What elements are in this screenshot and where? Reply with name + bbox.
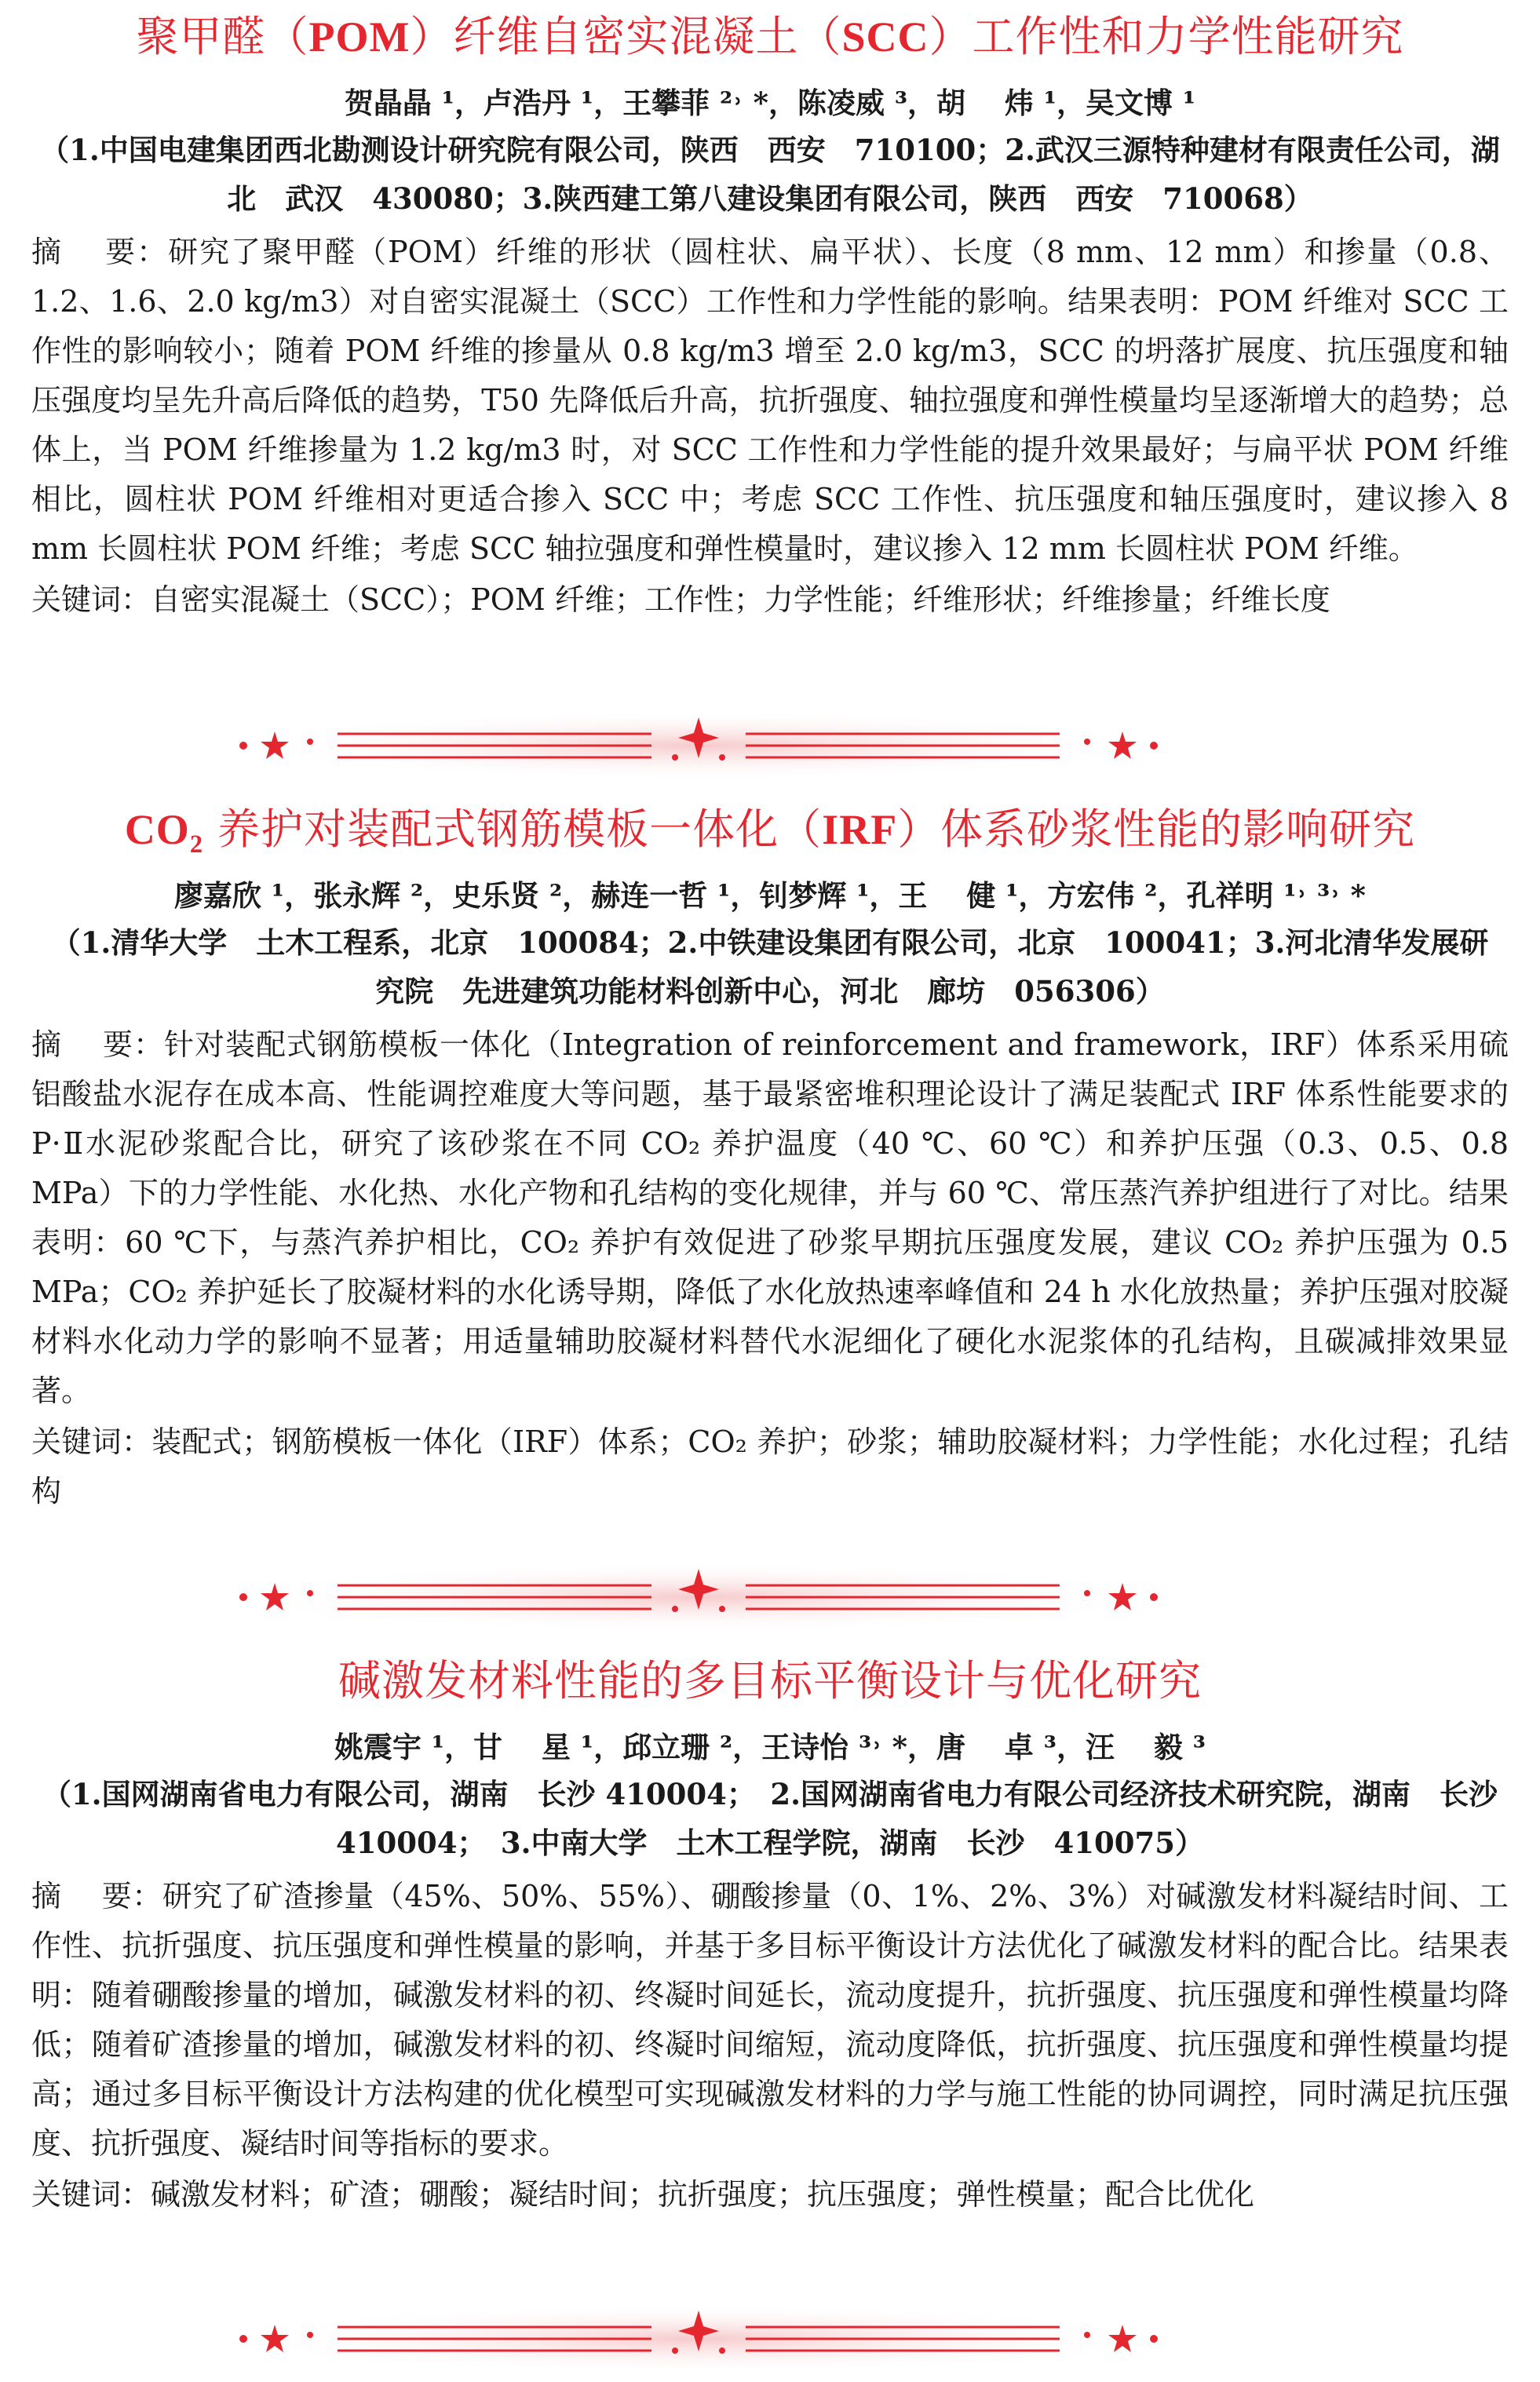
abstract-text: 研究了聚甲醛（POM）纤维的形状（圆柱状、扁平状）、长度（8 mm、12 mm）和掺量（0.8、1.2、1.6、2.0 kg/m3）对自密实混凝土（SCC）工作性和力学性能的影响。结果表明：POM 纤维对 SCC 工作性的影响较小；随着 POM 纤维的掺量从 0.8 kg/m3 增至 2.0 kg/m3，SCC 的坍落扩展度、抗压强度和轴压强度均呈先升高后降低的趋势，T50 先降低后升高，抗折强度、轴拉强度和弹性模量均呈逐渐增大的趋势；总体上，当 POM 纤维掺量为 1.2 kg/m3 时，对 SCC 工作性和力学性能的提升效果最好；与扁平状 POM 纤维相比，圆柱状 POM 纤维相对更适合掺入 SCC 中；考虑 SCC 工作性、抗压强度和轴压强度时，建议掺入 8 mm 长圆柱状 POM 纤维；考虑 SCC 轴拉强度和弹性模量时，建议掺入 12 mm 长圆柱状 POM 纤维。	[31, 235, 1509, 566]
abstract	[31, 228, 1509, 574]
keywords-label: 关键词：	[31, 582, 151, 617]
keywords-label: 关键词：	[31, 1424, 152, 1459]
affiliation: （1.清华大学 土木工程系，北京 100084；2.中铁建设集团有限公司，北京 100041；3.河北清华发展研究院 先进建筑功能材料创新中心，河北 廊坊 056306）	[51, 925, 1489, 1009]
abstract-label: 摘 要：	[31, 1879, 162, 1913]
article-title: CO₂ 养护对装配式钢筋模板一体化（IRF）体系砂浆性能的影响研究	[124, 804, 1416, 854]
keywords-label: 关键词：	[31, 2177, 151, 2212]
keywords	[31, 2170, 1509, 2220]
article-title: 碱激发材料性能的多目标平衡设计与优化研究	[338, 1656, 1202, 1705]
abstract-text: 研究了矿渣掺量（45%、50%、55%）、硼酸掺量（0、1%、2%、3%）对碱激发材料凝结时间、工作性、抗折强度、抗压强度和弹性模量的影响，并基于多目标平衡设计方法优化了碱激发材料的配合比。结果表明：随着硼酸掺量的增加，碱激发材料的初、终凝时间延长，流动度提升，抗折强度、抗压强度和弹性模量均降低；随着矿渣掺量的增加，碱激发材料的初、终凝时间缩短，流动度降低，抗折强度、抗压强度和弹性模量均提高；通过多目标平衡设计方法构建的优化模型可实现碱激发材料的力学与施工性能的协同调控，同时满足抗压强度、抗折强度、凝结时间等指标的要求。	[31, 1879, 1509, 2161]
author-list: 姚震宇 ¹，甘 星 ¹，邱立珊 ²，王诗怡 ³˒ *，唐 卓 ³，汪 毅 ³	[334, 1730, 1206, 1764]
star-divider-icon	[212, 1554, 1185, 1640]
article-title: 聚甲醛（POM）纤维自密实混凝土（SCC）工作性和力学性能研究	[136, 12, 1404, 61]
keywords	[31, 575, 1509, 625]
keywords-text: 自密实混凝土（SCC）；POM 纤维；工作性；力学性能；纤维形状；纤维掺量；纤维长度	[151, 582, 1330, 617]
abstract-label: 摘 要：	[31, 235, 169, 269]
star-divider-icon	[212, 702, 1185, 789]
keywords	[31, 1417, 1509, 1516]
article-1	[31, 8, 1509, 625]
abstract	[31, 1020, 1509, 1416]
author-list: 贺晶晶 ¹，卢浩丹 ¹，王攀菲 ²˒ *，陈凌威 ³，胡 炜 ¹，吴文博 ¹	[344, 86, 1196, 120]
author-list: 廖嘉欣 ¹，张永辉 ²，史乐贤 ²，赫连一哲 ¹，钊梦辉 ¹，王 健 ¹，方宏伟 ²，孔祥明 ¹˒ ³˒ *	[174, 878, 1366, 913]
abstract	[31, 1872, 1509, 2169]
abstract-label: 摘 要：	[31, 1027, 165, 1062]
article-3	[31, 1652, 1527, 2220]
affiliation: （1.国网湖南省电力有限公司，湖南 长沙 410004； 2.国网湖南省电力有限公司经济技术研究院，湖南 长沙 410004； 3.中南大学 土木工程学院，湖南 长沙 410075）	[42, 1777, 1527, 1860]
abstract-text: 针对装配式钢筋模板一体化（Integration of reinforcement and framework，IRF）体系采用硫铝酸盐水泥存在成本高、性能调控难度大等问题，基于最紧密堆积理论设计了满足装配式 IRF 体系性能要求的 P·Ⅱ水泥砂浆配合比，研究了该砂浆在不同 CO₂ 养护温度（40 ℃、60 ℃）和养护压强（0.3、0.5、0.8 MPa）下的力学性能、水化热、水化产物和孔结构的变化规律，并与 60 ℃、常压蒸汽养护组进行了对比。结果表明：60 ℃下，与蒸汽养护相比，CO₂ 养护有效促进了砂浆早期抗压强度发展，建议 CO₂ 养护压强为 0.5 MPa；CO₂ 养护延长了胶凝材料的水化诱导期，降低了水化放热速率峰值和 24 h 水化放热量；养护压强对胶凝材料水化动力学的影响不显著；用适量辅助胶凝材料替代水泥细化了硬化水泥浆体的孔结构，且碳减排效果显著。	[31, 1027, 1509, 1408]
keywords-text: 碱激发材料；矿渣；硼酸；凝结时间；抗折强度；抗压强度；弹性模量；配合比优化	[151, 2177, 1255, 2212]
affiliation: （1.中国电建集团西北勘测设计研究院有限公司，陕西 西安 710100；2.武汉三源特种建材有限责任公司，湖北 武汉 430080；3.陕西建工第八建设集团有限公司，陕西 西安 710068）	[40, 133, 1500, 216]
keywords-text: 装配式；钢筋模板一体化（IRF）体系；CO₂ 养护；砂浆；辅助胶凝材料；力学性能；水化过程；孔结构	[31, 1424, 1509, 1508]
star-divider-icon	[212, 2296, 1185, 2382]
article-2	[31, 801, 1509, 1516]
